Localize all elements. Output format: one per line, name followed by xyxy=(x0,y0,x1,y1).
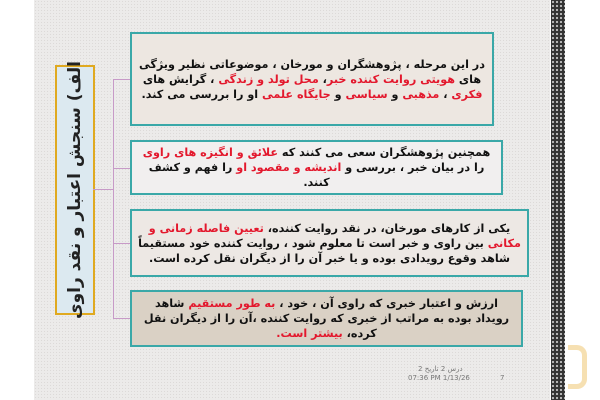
text-segment: و xyxy=(330,87,346,101)
decorative-dotted-strip xyxy=(551,0,565,400)
text-segment: ، xyxy=(439,87,452,101)
connector-line xyxy=(113,168,131,169)
connector-line xyxy=(113,243,131,244)
highlighted-text: بیشتر است. xyxy=(276,327,343,340)
text-segment: و xyxy=(387,87,403,101)
connector-line xyxy=(113,79,114,319)
slide-title: الف) سنجش اعتبار و نقد راوی xyxy=(65,60,85,320)
box-text xyxy=(138,296,515,341)
slide-number: 7 xyxy=(500,374,505,382)
text-segment: یکی از کارهای مورخان، در نقد روایت کننده، xyxy=(263,221,511,235)
highlighted-text: علائق و انگیزه های راوی xyxy=(142,146,279,159)
text-segment: همچنین پژوهشگران سعی می کنند که xyxy=(278,146,491,159)
box-text xyxy=(138,57,486,102)
highlighted-text: به طور مستقیم xyxy=(188,297,276,310)
content-box-identity xyxy=(130,32,494,126)
highlighted-text: مذهبی xyxy=(402,87,440,101)
highlighted-text: محل تولد و زندگی xyxy=(218,72,319,86)
text-segment: در این مرحله ، پژوهشگران و مورخان ، موضوعاتی نظیر ویژگی های xyxy=(139,57,485,86)
content-box-distance xyxy=(130,209,529,277)
connector-line xyxy=(113,79,131,80)
title-box xyxy=(55,60,95,320)
text-segment: بین راوی و خبر است تا معلوم شود ، روایت کننده خود مستقیماً شاهد وقوع رویدادی بوده و یا خبر آن را از دیگران نقل کرده است. xyxy=(138,236,511,265)
highlighted-text: تعیین فاصله زمانی و مکانی xyxy=(148,221,521,250)
content-box-motives xyxy=(130,140,503,195)
text-segment: را فهم و کشف کنند. xyxy=(148,161,330,189)
box-text xyxy=(138,145,495,190)
text-segment: ، گرایش های xyxy=(142,72,219,86)
text-segment: او را بررسی می کند. xyxy=(141,87,263,101)
text-segment: ارزش و اعتبار خبری که راوی آن ، خود ، xyxy=(275,297,498,310)
content-box-direct-witness xyxy=(130,290,523,347)
connector-line xyxy=(113,318,131,319)
highlighted-text: جایگاه علمی xyxy=(262,87,331,101)
text-segment: را در بیان خبر ، بررسی و xyxy=(341,161,485,174)
text-segment: شاهد رویداد بوده به مراتب از خبری که روایت کننده ،آن را از دیگران نقل کرده، xyxy=(143,297,510,340)
text-segment: ، xyxy=(318,72,327,86)
highlighted-text: هویتی روایت کننده خبر xyxy=(326,72,456,86)
box-text xyxy=(138,221,521,266)
logo-icon xyxy=(568,345,587,389)
highlighted-text: سیاسی xyxy=(345,87,388,101)
footer-datetime: 07:36 PM 1/13/26 xyxy=(408,374,470,382)
connector-line xyxy=(93,189,113,190)
highlighted-text: فکری xyxy=(451,87,483,101)
highlighted-text: اندیشه و مقصود او xyxy=(236,161,342,174)
footer-course: درس 2 تاریخ 2 xyxy=(418,365,463,373)
